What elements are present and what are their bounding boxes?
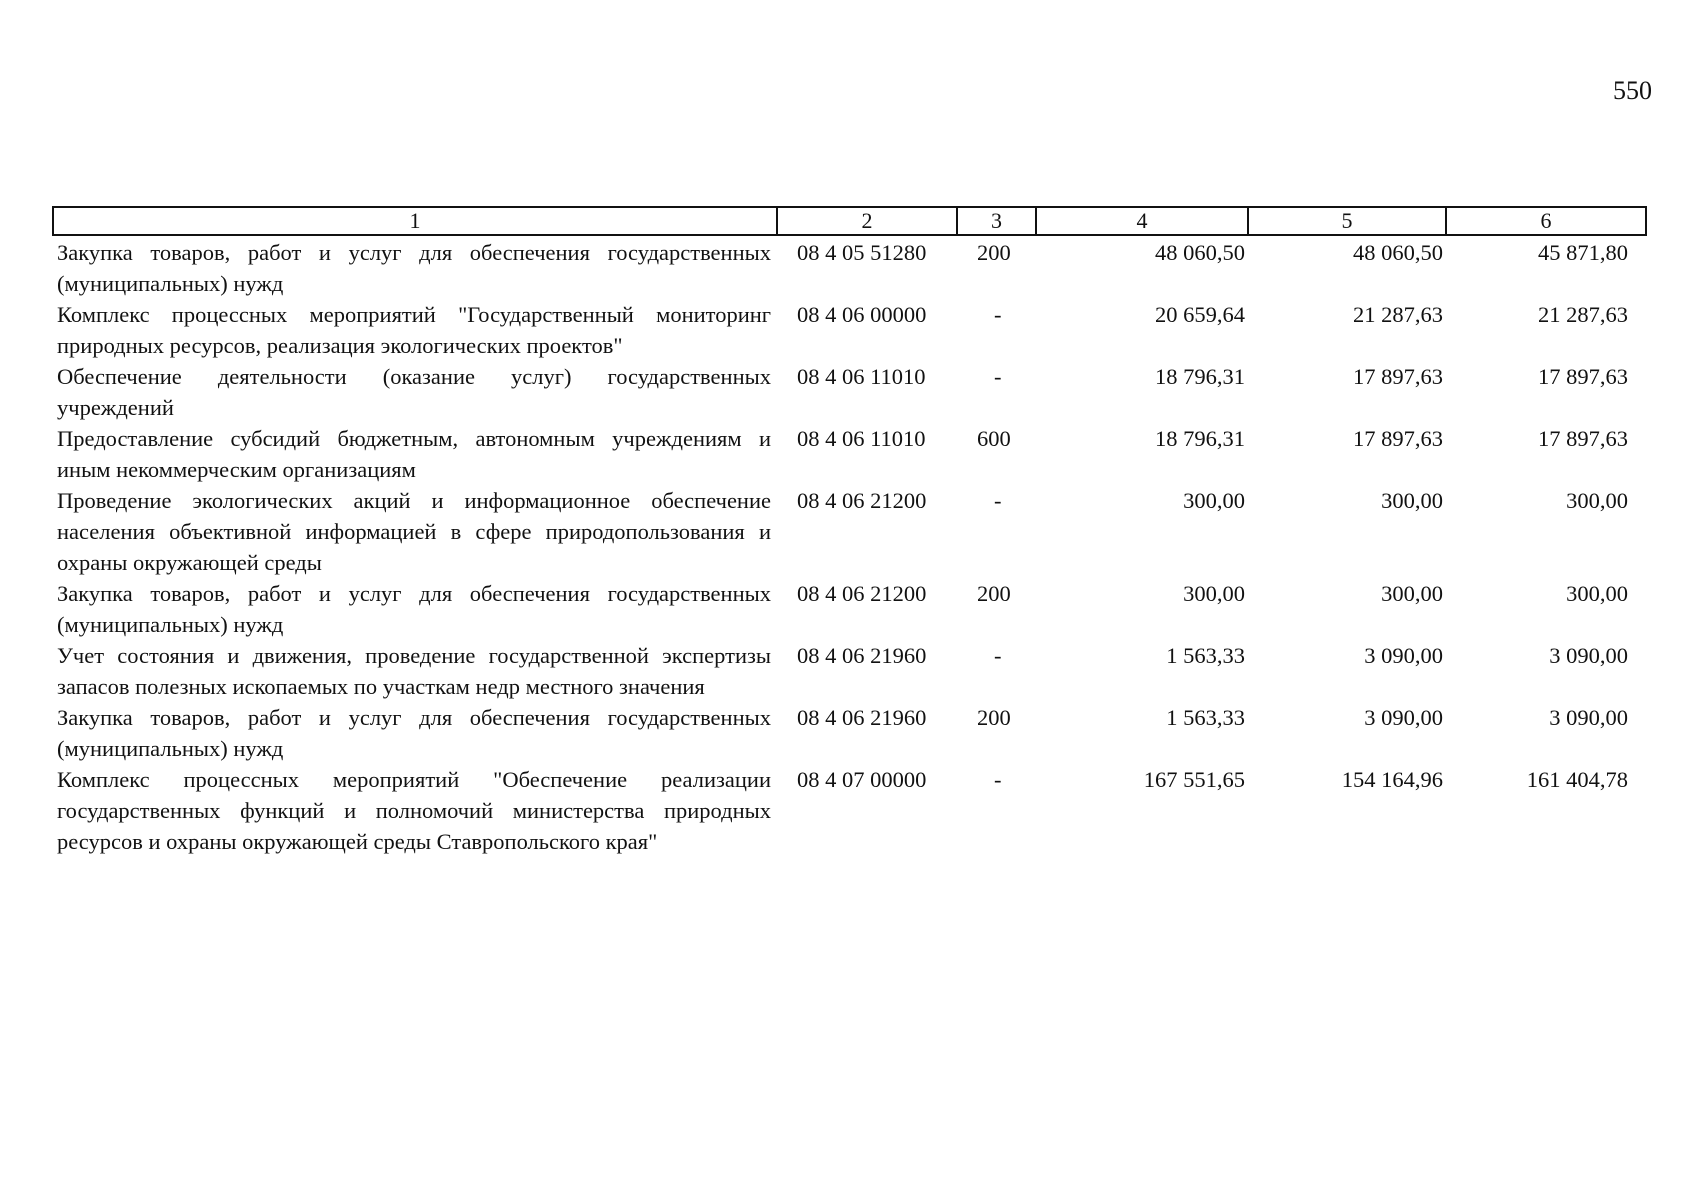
table-row — [53, 640, 1646, 702]
row-name: Проведение экологических акций и информационное обеспечение населения объективной информацией в сфере природопользования и охраны окружающей среды — [57, 488, 771, 575]
table-row — [53, 299, 1646, 361]
row-vr: - — [994, 488, 1002, 513]
row-name: Закупка товаров, работ и услуг для обеспечения государственных (муниципальных) нужд — [57, 581, 771, 637]
row-name: Учет состояния и движения, проведение государственной экспертизы запасов полезных ископаемых по участкам недр местного значения — [57, 643, 771, 699]
row-sum-1: 167 551,65 — [1143, 767, 1245, 792]
row-sum-2: 3 090,00 — [1364, 643, 1443, 668]
row-code: 08 4 06 21200 — [797, 581, 927, 606]
row-sum-3: 17 897,63 — [1538, 364, 1628, 389]
row-code: 08 4 07 00000 — [797, 767, 927, 792]
row-sum-2: 300,00 — [1381, 581, 1443, 606]
row-sum-1: 1 563,33 — [1166, 705, 1245, 730]
table-row — [53, 235, 1646, 299]
table-row — [53, 702, 1646, 764]
row-sum-3: 161 404,78 — [1526, 767, 1628, 792]
row-sum-3: 300,00 — [1566, 581, 1628, 606]
row-vr: - — [994, 364, 1002, 389]
row-sum-3: 21 287,63 — [1538, 302, 1628, 327]
row-sum-3: 17 897,63 — [1538, 426, 1628, 451]
row-vr: 200 — [977, 581, 1011, 606]
row-sum-1: 18 796,31 — [1155, 426, 1245, 451]
row-sum-2: 48 060,50 — [1353, 240, 1443, 265]
row-vr: 600 — [977, 426, 1011, 451]
row-sum-1: 48 060,50 — [1155, 240, 1245, 265]
row-sum-2: 300,00 — [1381, 488, 1443, 513]
header-col-6: 6 — [1446, 207, 1646, 235]
page-number: 550 — [1613, 76, 1652, 105]
header-col-3: 3 — [957, 207, 1036, 235]
table-row — [53, 423, 1646, 485]
row-name: Закупка товаров, работ и услуг для обеспечения государственных (муниципальных) нужд — [57, 240, 771, 296]
header-col-2: 2 — [777, 207, 957, 235]
row-sum-1: 300,00 — [1183, 488, 1245, 513]
row-sum-3: 45 871,80 — [1538, 240, 1628, 265]
table-body — [53, 235, 1646, 857]
row-vr: 200 — [977, 705, 1011, 730]
row-sum-1: 20 659,64 — [1155, 302, 1245, 327]
header-col-5: 5 — [1248, 207, 1446, 235]
row-name: Предоставление субсидий бюджетным, автономным учреждениям и иным некоммерческим организациям — [57, 426, 771, 482]
row-vr: 200 — [977, 240, 1011, 265]
table-row — [53, 485, 1646, 578]
row-code: 08 4 06 21960 — [797, 643, 927, 668]
row-vr: - — [994, 302, 1002, 327]
budget-table — [52, 206, 1647, 857]
row-vr: - — [994, 643, 1002, 668]
row-vr: - — [994, 767, 1002, 792]
row-sum-3: 300,00 — [1566, 488, 1628, 513]
header-col-4: 4 — [1036, 207, 1248, 235]
row-name: Закупка товаров, работ и услуг для обеспечения государственных (муниципальных) нужд — [57, 705, 771, 761]
row-name: Комплекс процессных мероприятий "Обеспечение реализации государственных функций и полномочий министерства природных ресурсов и охраны окружающей среды Ставропольского края" — [57, 767, 771, 854]
row-code: 08 4 06 21960 — [797, 705, 927, 730]
row-sum-2: 17 897,63 — [1353, 426, 1443, 451]
row-sum-2: 154 164,96 — [1341, 767, 1443, 792]
row-code: 08 4 06 11010 — [797, 426, 926, 451]
table-row — [53, 578, 1646, 640]
row-sum-3: 3 090,00 — [1549, 643, 1628, 668]
table-row — [53, 361, 1646, 423]
row-code: 08 4 05 51280 — [797, 240, 927, 265]
row-sum-1: 1 563,33 — [1166, 643, 1245, 668]
row-sum-1: 300,00 — [1183, 581, 1245, 606]
row-code: 08 4 06 00000 — [797, 302, 927, 327]
row-sum-1: 18 796,31 — [1155, 364, 1245, 389]
row-name: Комплекс процессных мероприятий "Государственный мониторинг природных ресурсов, реализация экологических проектов" — [57, 302, 771, 358]
table-header — [53, 207, 1646, 235]
row-name: Обеспечение деятельности (оказание услуг) государственных учреждений — [57, 364, 771, 420]
table-row — [53, 764, 1646, 857]
row-code: 08 4 06 21200 — [797, 488, 927, 513]
row-sum-2: 17 897,63 — [1353, 364, 1443, 389]
row-sum-3: 3 090,00 — [1549, 705, 1628, 730]
header-row — [53, 207, 1646, 235]
row-code: 08 4 06 11010 — [797, 364, 926, 389]
row-sum-2: 21 287,63 — [1353, 302, 1443, 327]
header-col-1: 1 — [53, 207, 777, 235]
row-sum-2: 3 090,00 — [1364, 705, 1443, 730]
